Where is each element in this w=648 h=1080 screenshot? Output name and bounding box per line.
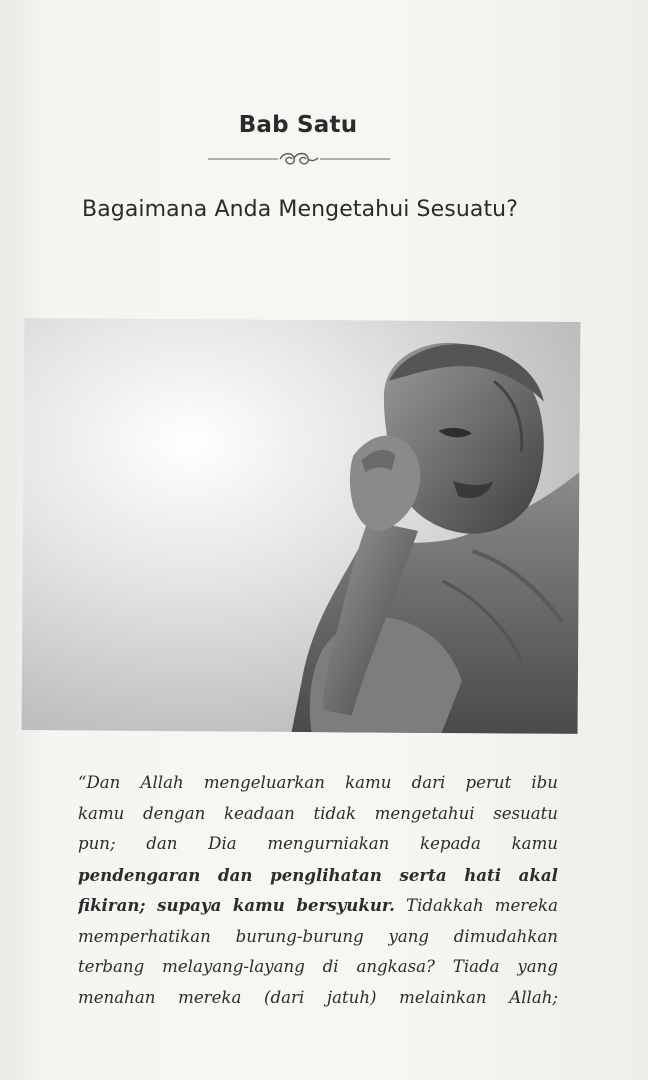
quote-segment: Tidakkah mereka <box>394 896 558 915</box>
quote-line: menahan mereka (dari jatuh) melainkan Allah; <box>78 987 558 1007</box>
quran-quote <box>78 768 558 1013</box>
quote-line: pun; dan Dia mengurniakan kepada kamu <box>78 834 558 853</box>
chapter-label: Bab Satu <box>238 112 358 138</box>
ornament-divider-icon <box>208 148 390 170</box>
quote-line: “Dan Allah mengeluarkan kamu dari perut ibu <box>78 773 558 792</box>
statue-photo <box>22 318 581 734</box>
chapter-title: Bagaimana Anda Mengetahui Sesuatu? <box>82 197 518 222</box>
quote-line: kamu dengan keadaan tidak mengetahui sesuatu <box>78 803 558 823</box>
quote-line: pendengaran dan penglihatan serta hati akal <box>78 864 558 885</box>
thinker-statue-icon <box>22 318 581 734</box>
quote-bold-segment: fikiran; supaya kamu bersyukur. <box>78 895 395 915</box>
quote-line-mixed <box>78 890 558 922</box>
quote-line: terbang melayang-layang di angkasa? Tiada yang <box>78 957 558 976</box>
quote-line: memperhatikan burung-burung yang dimudahkan <box>78 926 558 946</box>
